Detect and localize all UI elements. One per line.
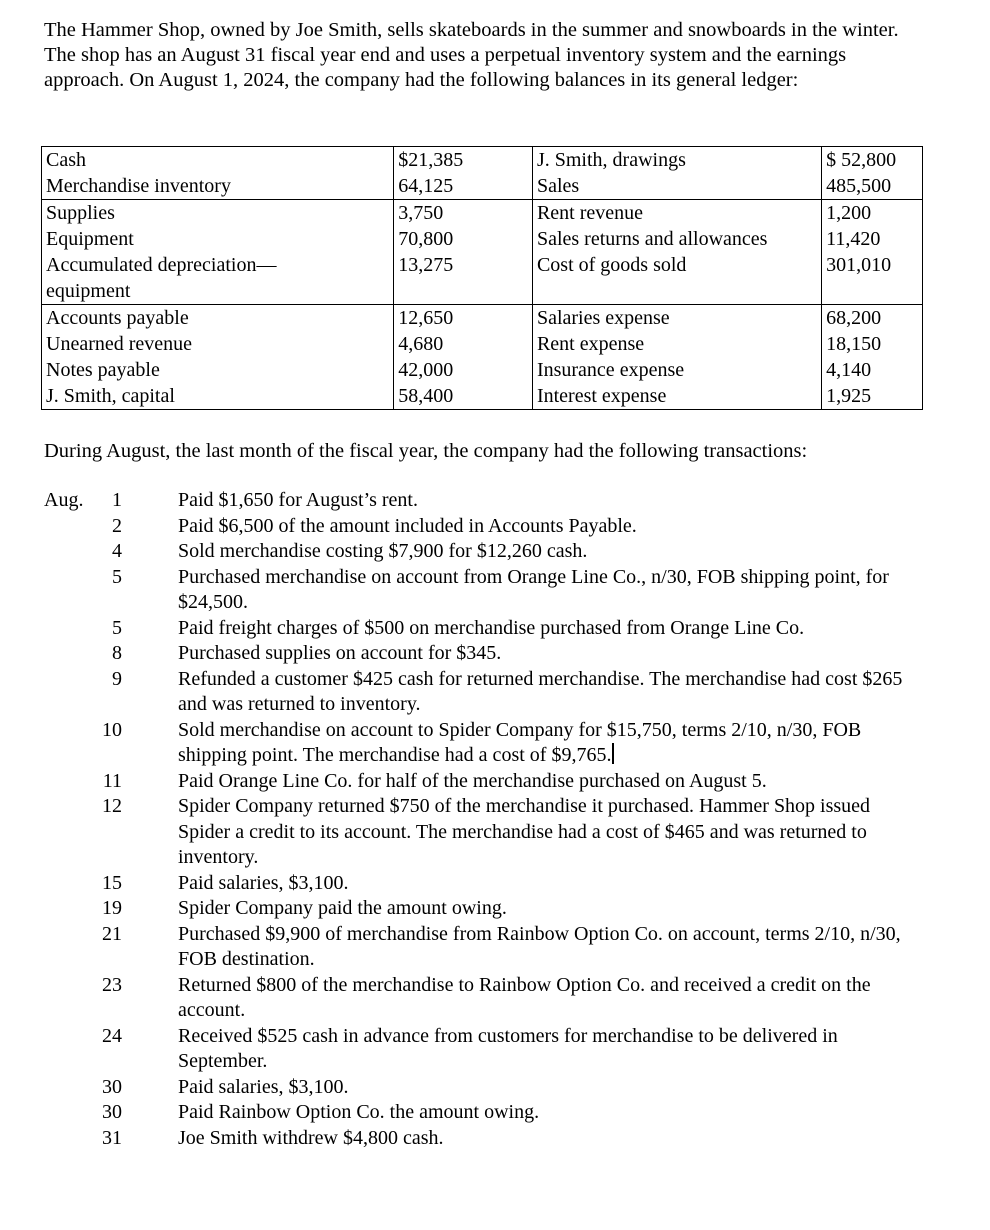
transaction-description: Spider Company returned $750 of the merchandise it purchased. Hammer Shop issued Spider a credit to its account. The merchandise had a cost of $465 and was returned to inventory.: [178, 795, 871, 868]
transaction-day: 11: [102, 769, 122, 792]
ledger-account-name: Interest expense: [536, 385, 667, 407]
ledger-cell: [42, 200, 394, 305]
intro-paragraph: The Hammer Shop, owned by Joe Smith, sells skateboards in the summer and snowboards in the winter. The shop has an August 31 fiscal year end and uses a perpetual inventory system and the earnings approach. On August 1, 2024, the company had the following balances in its general ledger:: [44, 19, 899, 91]
ledger-account-name: Salaries expense: [536, 307, 670, 329]
ledger-amount: 68,200: [826, 307, 882, 329]
ledger-cell: [822, 200, 923, 305]
ledger-amount: 1,200: [826, 202, 872, 224]
ledger-account-name: Cost of goods sold: [536, 254, 687, 276]
ledger-amount: 301,010: [826, 254, 892, 276]
transaction-day: 21: [102, 922, 122, 945]
ledger-account-name: Cash: [46, 149, 86, 171]
ledger-amount: 3,750: [398, 202, 444, 224]
transaction-row: [44, 871, 944, 897]
transaction-description: Joe Smith withdrew $4,800 cash.: [178, 1126, 444, 1149]
ledger-amount: 58,400: [398, 385, 454, 407]
ledger-body: [42, 147, 923, 410]
transaction-row: [44, 539, 944, 565]
ledger-account-name: Supplies: [46, 202, 115, 224]
ledger-amount: 4,140: [826, 359, 872, 381]
transaction-day: 15: [102, 871, 122, 894]
ledger-account-name: J. Smith, capital: [46, 385, 175, 407]
ledger-cell: [394, 147, 533, 200]
transaction-row: [44, 488, 944, 514]
transaction-day: 30: [102, 1075, 122, 1098]
transaction-description: Paid $6,500 of the amount included in Accounts Payable.: [178, 514, 637, 537]
transaction-description: Paid $1,650 for August’s rent.: [178, 489, 418, 511]
ledger-row: [42, 305, 923, 410]
ledger-amount: 13,275: [398, 254, 454, 276]
transaction-day: 5: [112, 616, 122, 639]
transaction-description: Sold merchandise on account to Spider Company for $15,750, terms 2/10, n/30, FOB shipping point. The merchandise had a cost of $9,765.: [178, 718, 862, 766]
ledger-cell: [394, 200, 533, 305]
ledger-account-name: Sales returns and allowances: [536, 228, 768, 250]
transaction-row: [44, 922, 944, 973]
ledger-amount: 42,000: [398, 359, 454, 381]
transaction-row: [44, 718, 944, 769]
transaction-day: 9: [112, 667, 122, 690]
ledger-amount: 70,800: [398, 228, 454, 250]
transaction-day: 12: [102, 795, 122, 817]
ledger-amount: $21,385: [398, 149, 464, 171]
transaction-description: Spider Company paid the amount owing.: [178, 897, 507, 919]
transaction-day: 19: [102, 897, 122, 919]
text-cursor: [612, 743, 614, 764]
ledger-balances-table: [41, 146, 923, 410]
ledger-amount: 18,150: [826, 333, 882, 355]
ledger-cell: [532, 200, 821, 305]
ledger-account-name: Accounts payable: [46, 307, 189, 329]
ledger-account-name: Equipment: [46, 228, 134, 250]
transaction-description: Returned $800 of the merchandise to Rainbow Option Co. and received a credit on the account.: [178, 973, 871, 1021]
ledger-row: [42, 147, 923, 200]
transaction-day: 8: [112, 642, 122, 664]
transaction-day: 10: [102, 718, 122, 741]
transaction-day: 24: [102, 1024, 122, 1047]
transaction-description: Refunded a customer $425 cash for returned merchandise. The merchandise had cost $265 and was returned to inventory.: [178, 667, 903, 715]
transaction-list: [44, 488, 944, 1151]
ledger-cell: [532, 147, 821, 200]
ledger-account-name: Merchandise inventory: [46, 175, 231, 197]
ledger-account-name: J. Smith, drawings: [536, 149, 686, 171]
transaction-row: [44, 565, 944, 616]
transaction-day: 30: [102, 1101, 122, 1123]
transaction-description: Paid salaries, $3,100.: [178, 871, 349, 894]
ledger-amount: 1,925: [826, 385, 872, 407]
ledger-row: [42, 200, 923, 305]
ledger-amount: 12,650: [398, 307, 454, 329]
ledger-account-name: Insurance expense: [536, 359, 685, 381]
transaction-description: Purchased supplies on account for $345.: [178, 642, 502, 664]
transaction-day: 5: [112, 565, 122, 588]
ledger-cell: [822, 147, 923, 200]
transaction-description: Received $525 cash in advance from customers for merchandise to be delivered in September.: [178, 1024, 838, 1072]
ledger-account-name: Rent revenue: [536, 202, 644, 224]
transaction-description: Paid freight charges of $500 on merchandise purchased from Orange Line Co.: [178, 616, 805, 639]
ledger-cell: [822, 305, 923, 410]
transaction-day: 1: [112, 489, 122, 511]
ledger-cell: [42, 147, 394, 200]
transaction-row: [44, 1100, 944, 1126]
transaction-row: [44, 896, 944, 922]
transaction-description: Purchased merchandise on account from Orange Line Co., n/30, FOB shipping point, for $24,500.: [178, 565, 889, 613]
transaction-day: 31: [102, 1126, 122, 1149]
ledger-cell: [532, 305, 821, 410]
transaction-row: [44, 769, 944, 795]
transaction-row: [44, 1126, 944, 1152]
ledger-account-name: Notes payable: [46, 359, 160, 381]
ledger-cell: [394, 305, 533, 410]
ledger-account-name: Rent expense: [536, 333, 645, 355]
month-label: Aug.: [44, 489, 84, 511]
transaction-description: Paid Orange Line Co. for half of the merchandise purchased on August 5.: [178, 769, 767, 792]
transaction-row: [44, 667, 944, 718]
transaction-row: [44, 1024, 944, 1075]
transaction-row: [44, 616, 944, 642]
ledger-amount: $ 52,800: [826, 149, 897, 171]
transaction-day: 4: [112, 540, 122, 562]
ledger-amount: 11,420: [826, 228, 881, 250]
transaction-day: 23: [102, 973, 122, 996]
ledger-account-name: Sales: [536, 175, 580, 197]
transaction-description: Paid Rainbow Option Co. the amount owing.: [178, 1101, 540, 1123]
transaction-description: Sold merchandise costing $7,900 for $12,260 cash.: [178, 540, 588, 562]
ledger-amount: 64,125: [398, 175, 454, 197]
ledger-account-name: Accumulated depreciation—: [46, 254, 277, 276]
ledger-amount: 4,680: [398, 333, 444, 355]
transaction-description: Paid salaries, $3,100.: [178, 1075, 349, 1098]
transaction-row: [44, 973, 944, 1024]
transaction-day: 2: [112, 514, 122, 537]
transactions-intro: During August, the last month of the fiscal year, the company had the following transactions:: [44, 440, 808, 462]
transaction-row: [44, 514, 944, 540]
transaction-row: [44, 1075, 944, 1101]
ledger-account-name: equipment: [46, 280, 131, 302]
ledger-cell: [42, 305, 394, 410]
transaction-description: Purchased $9,900 of merchandise from Rainbow Option Co. on account, terms 2/10, n/30, FOB destination.: [178, 922, 901, 970]
transaction-row: [44, 641, 944, 667]
ledger-amount: 485,500: [826, 175, 892, 197]
ledger-account-name: Unearned revenue: [46, 333, 193, 355]
transaction-row: [44, 794, 944, 871]
